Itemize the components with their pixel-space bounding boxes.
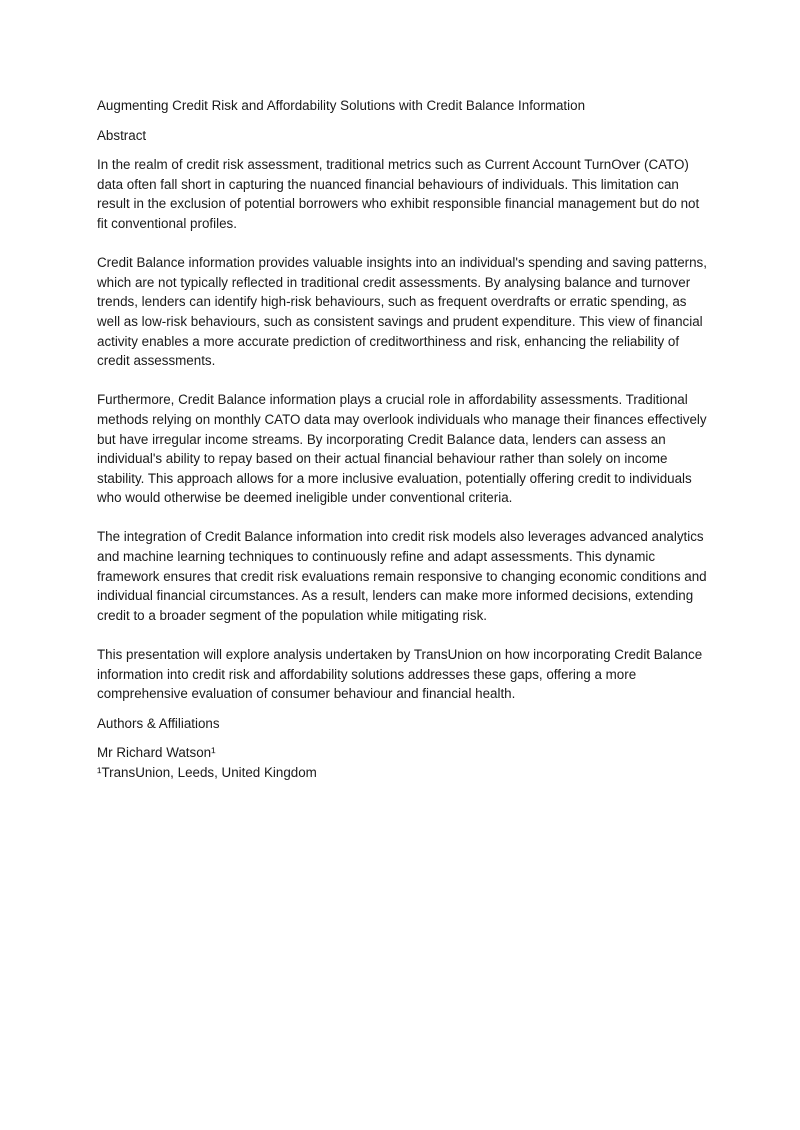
abstract-paragraph-2: Credit Balance information provides valuable insights into an individual's spending and saving patterns, which are not typically reflected in traditional credit assessments. By analysing balance and turnover trends, lenders can identify high-risk behaviours, such as frequent overdrafts or erratic spending, as well as low-risk behaviours, such as consistent savings and prudent expenditure. This view of financial activity enables a more accurate prediction of creditworthiness and risk, enhancing the reliability of credit assessments. <box>97 255 707 369</box>
author-affiliation: ¹TransUnion, Leeds, United Kingdom <box>97 765 317 780</box>
author-block <box>97 743 709 782</box>
abstract-paragraph-5: This presentation will explore analysis undertaken by TransUnion on how incorporating Credit Balance information into credit risk and affordability solutions addresses these gaps, offering a more comprehensive evaluation of consumer behaviour and financial health. <box>97 647 703 702</box>
author-name: Mr Richard Watson¹ <box>97 745 216 761</box>
abstract-paragraph-3: Furthermore, Credit Balance information plays a crucial role in affordability assessments. Traditional methods relying on monthly CATO data may overlook individuals who manage their finances effectively but have irregular income streams. By incorporating Credit Balance data, lenders can assess an individual's ability to repay based on their actual financial behaviour rather than solely on income stability. This approach allows for a more inclusive evaluation, potentially offering credit to individuals who would otherwise be deemed ineligible under conventional criteria. <box>97 392 707 506</box>
abstract-paragraph-1: In the realm of credit risk assessment, traditional metrics such as Current Account TurnOver (CATO) data often fall short in capturing the nuanced financial behaviours of individuals. This limitation can result in the exclusion of potential borrowers who exhibit responsible financial management but do not fit conventional profiles. <box>97 157 700 231</box>
authors-heading: Authors & Affiliations <box>97 715 220 731</box>
document-title: Augmenting Credit Risk and Affordability Solutions with Credit Balance Information <box>97 98 586 113</box>
abstract-paragraph-4: The integration of Credit Balance information into credit risk models also leverages advanced analytics and machine learning techniques to continuously refine and adapt assessments. This dynamic framework ensures that credit risk evaluations remain responsive to changing economic conditions and individual financial circumstances. As a result, lenders can make more informed decisions, extending credit to a broader segment of the population while mitigating risk. <box>97 529 707 623</box>
document-page <box>97 96 709 783</box>
abstract-heading: Abstract <box>97 127 147 143</box>
